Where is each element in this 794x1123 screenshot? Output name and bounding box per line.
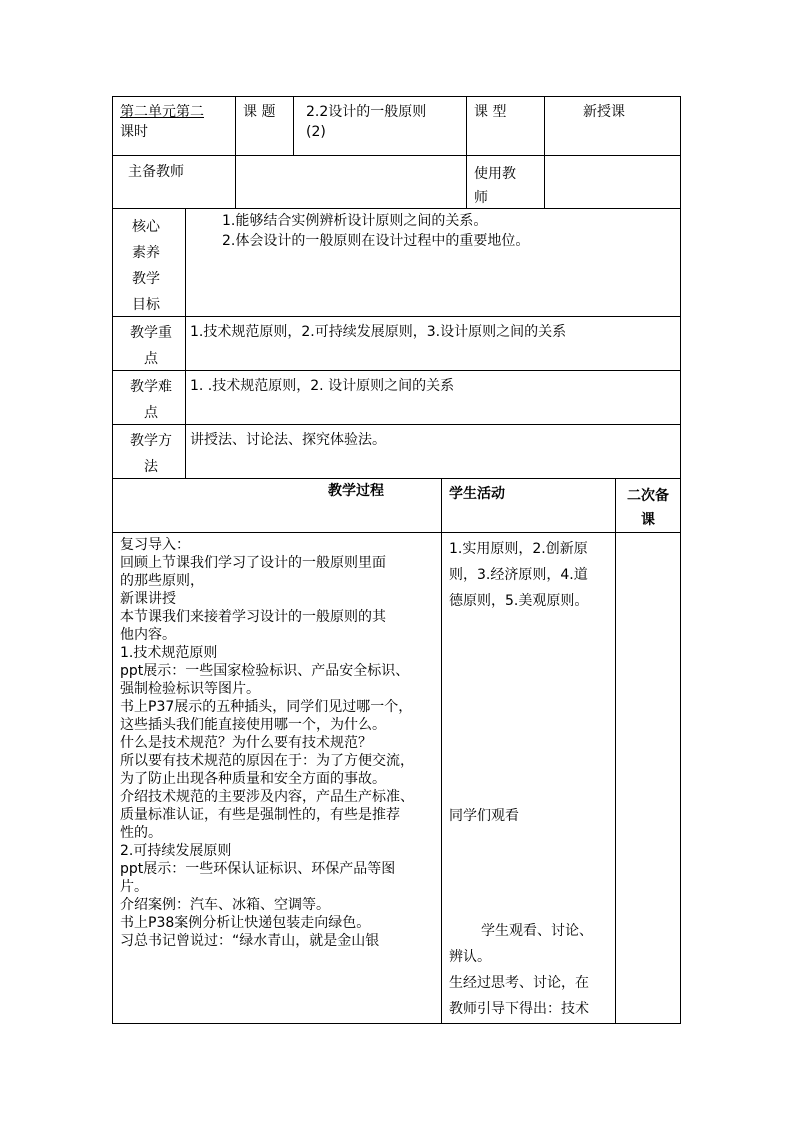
process-line: 他内容。 xyxy=(120,627,176,643)
main-teacher-label: 主备教师 xyxy=(128,164,184,180)
using-teacher-line-1: 使用教 xyxy=(474,166,516,182)
key-points-label-line-1: 教学重 xyxy=(130,325,172,341)
process-line: ppt展示：一些环保认证标识、环保产品等图 xyxy=(120,861,396,877)
topic-value-line-2: (2) xyxy=(306,124,326,140)
row-divider xyxy=(112,424,681,425)
row-divider xyxy=(112,370,681,371)
activity-line: 德原则，5.美观原则。 xyxy=(449,593,589,609)
activity-discuss xyxy=(449,918,593,1022)
using-teacher-label xyxy=(474,162,516,210)
goal-item: 1.能够结合实例辨析设计原则之间的关系。 xyxy=(222,213,488,229)
process-column-header: 教学过程 xyxy=(328,483,384,499)
second-prep-line-2: 课 xyxy=(641,512,655,528)
process-line: 所以要有技术规范的原因在于：为了方便交流， xyxy=(120,753,414,769)
goals-label-line: 目标 xyxy=(132,297,160,313)
using-teacher-line-2: 师 xyxy=(474,190,488,206)
lesson-type-label: 课 型 xyxy=(474,104,507,120)
process-line: 书上P37展示的五种插头，同学们见过哪一个， xyxy=(120,699,413,715)
table-right-border xyxy=(680,96,681,1024)
process-line: 1.技术规范原则 xyxy=(120,645,218,661)
goals-list xyxy=(222,211,529,251)
process-line: 的那些原则， xyxy=(120,573,204,589)
key-points-label xyxy=(122,320,180,372)
difficulties-label xyxy=(122,374,180,426)
methods-label-line-2: 法 xyxy=(144,459,158,475)
goals-label-line: 教学 xyxy=(132,271,160,287)
process-line: 书上P38案例分析让快递包装走向绿色。 xyxy=(120,915,371,931)
second-prep-column-header xyxy=(622,484,674,532)
unit-period-label xyxy=(120,102,204,142)
topic-label: 课 题 xyxy=(243,104,276,120)
process-line: 质量标准认证，有些是强制性的，有些是推荐 xyxy=(120,807,400,823)
table-bottom-border xyxy=(112,1023,681,1024)
col-divider xyxy=(293,96,294,156)
unit-line-1: 第二单元第二 xyxy=(120,104,204,120)
process-line: 强制检验标识等图片。 xyxy=(120,681,260,697)
lesson-type-value: 新授课 xyxy=(583,104,625,120)
key-points-label-line-2: 点 xyxy=(144,351,158,367)
activity-line: 则，3.经济原则，4.道 xyxy=(449,567,588,583)
methods-value: 讲授法、讨论法、探究体验法。 xyxy=(190,432,386,448)
col-divider xyxy=(615,478,616,1024)
methods-label xyxy=(122,428,180,480)
row-divider xyxy=(112,208,681,209)
process-line: 回顾上节课我们学习了设计的一般原则里面 xyxy=(120,555,386,571)
process-line: 介绍案例：汽车、冰箱、空调等。 xyxy=(120,897,330,913)
teaching-process-text xyxy=(120,536,440,950)
goals-label xyxy=(132,214,160,318)
activity-observe: 同学们观看 xyxy=(449,808,519,824)
col-divider xyxy=(441,478,442,1024)
process-line: ppt展示：一些国家检验标识、产品安全标识、 xyxy=(120,663,410,679)
methods-label-line-1: 教学方 xyxy=(130,433,172,449)
process-line: 为了防止出现各种质量和安全方面的事故。 xyxy=(120,771,386,787)
row-divider xyxy=(112,532,681,533)
goal-item: 2.体会设计的一般原则在设计过程中的重要地位。 xyxy=(222,233,530,249)
process-line: 复习导入： xyxy=(120,537,190,553)
difficulties-value: 1. .技术规范原则，2. 设计原则之间的关系 xyxy=(190,378,455,394)
second-prep-line-1: 二次备 xyxy=(627,488,669,504)
difficulties-label-line-2: 点 xyxy=(144,405,158,421)
table-left-border xyxy=(112,96,113,1024)
process-line: 这些插头我们能直接使用哪一个，为什么。 xyxy=(120,717,386,733)
col-divider xyxy=(235,96,236,156)
goals-label-line: 核心 xyxy=(132,219,160,235)
activity-line: 辨认。 xyxy=(449,949,491,965)
process-line: 习总书记曾说过：“绿水青山，就是金山银 xyxy=(120,933,380,949)
activity-column-header: 学生活动 xyxy=(449,486,505,502)
col-divider xyxy=(544,96,545,209)
goals-label-line: 素养 xyxy=(132,245,160,261)
process-line: 片。 xyxy=(120,879,148,895)
process-line: 介绍技术规范的主要涉及内容，产品生产标准、 xyxy=(120,789,414,805)
process-line: 本节课我们来接着学习设计的一般原则的其 xyxy=(120,609,386,625)
difficulties-label-line-1: 教学难 xyxy=(130,379,172,395)
row-divider xyxy=(112,478,681,479)
activity-line: 1.实用原则，2.创新原 xyxy=(449,541,588,557)
student-activity-text xyxy=(449,536,614,614)
table-top-border xyxy=(112,96,681,97)
col-divider xyxy=(466,96,467,209)
topic-value-line-1: 2.2设计的一般原则 xyxy=(306,104,427,120)
process-line: 性的。 xyxy=(120,825,162,841)
process-line: 什么是技术规范？为什么要有技术规范？ xyxy=(120,735,372,751)
col-divider xyxy=(185,208,186,479)
activity-line: 教师引导下得出：技术 xyxy=(449,1001,589,1017)
activity-line: 学生观看、讨论、 xyxy=(481,923,593,939)
unit-line-2: 课时 xyxy=(120,124,148,140)
topic-value xyxy=(306,102,426,142)
process-line: 2.可持续发展原则 xyxy=(120,843,232,859)
col-divider xyxy=(235,155,236,209)
activity-line: 生经过思考、讨论，在 xyxy=(449,975,589,991)
key-points-value: 1.技术规范原则，2.可持续发展原则，3.设计原则之间的关系 xyxy=(190,324,567,340)
row-divider xyxy=(112,316,681,317)
process-line: 新课讲授 xyxy=(120,591,176,607)
row-divider xyxy=(112,155,681,156)
